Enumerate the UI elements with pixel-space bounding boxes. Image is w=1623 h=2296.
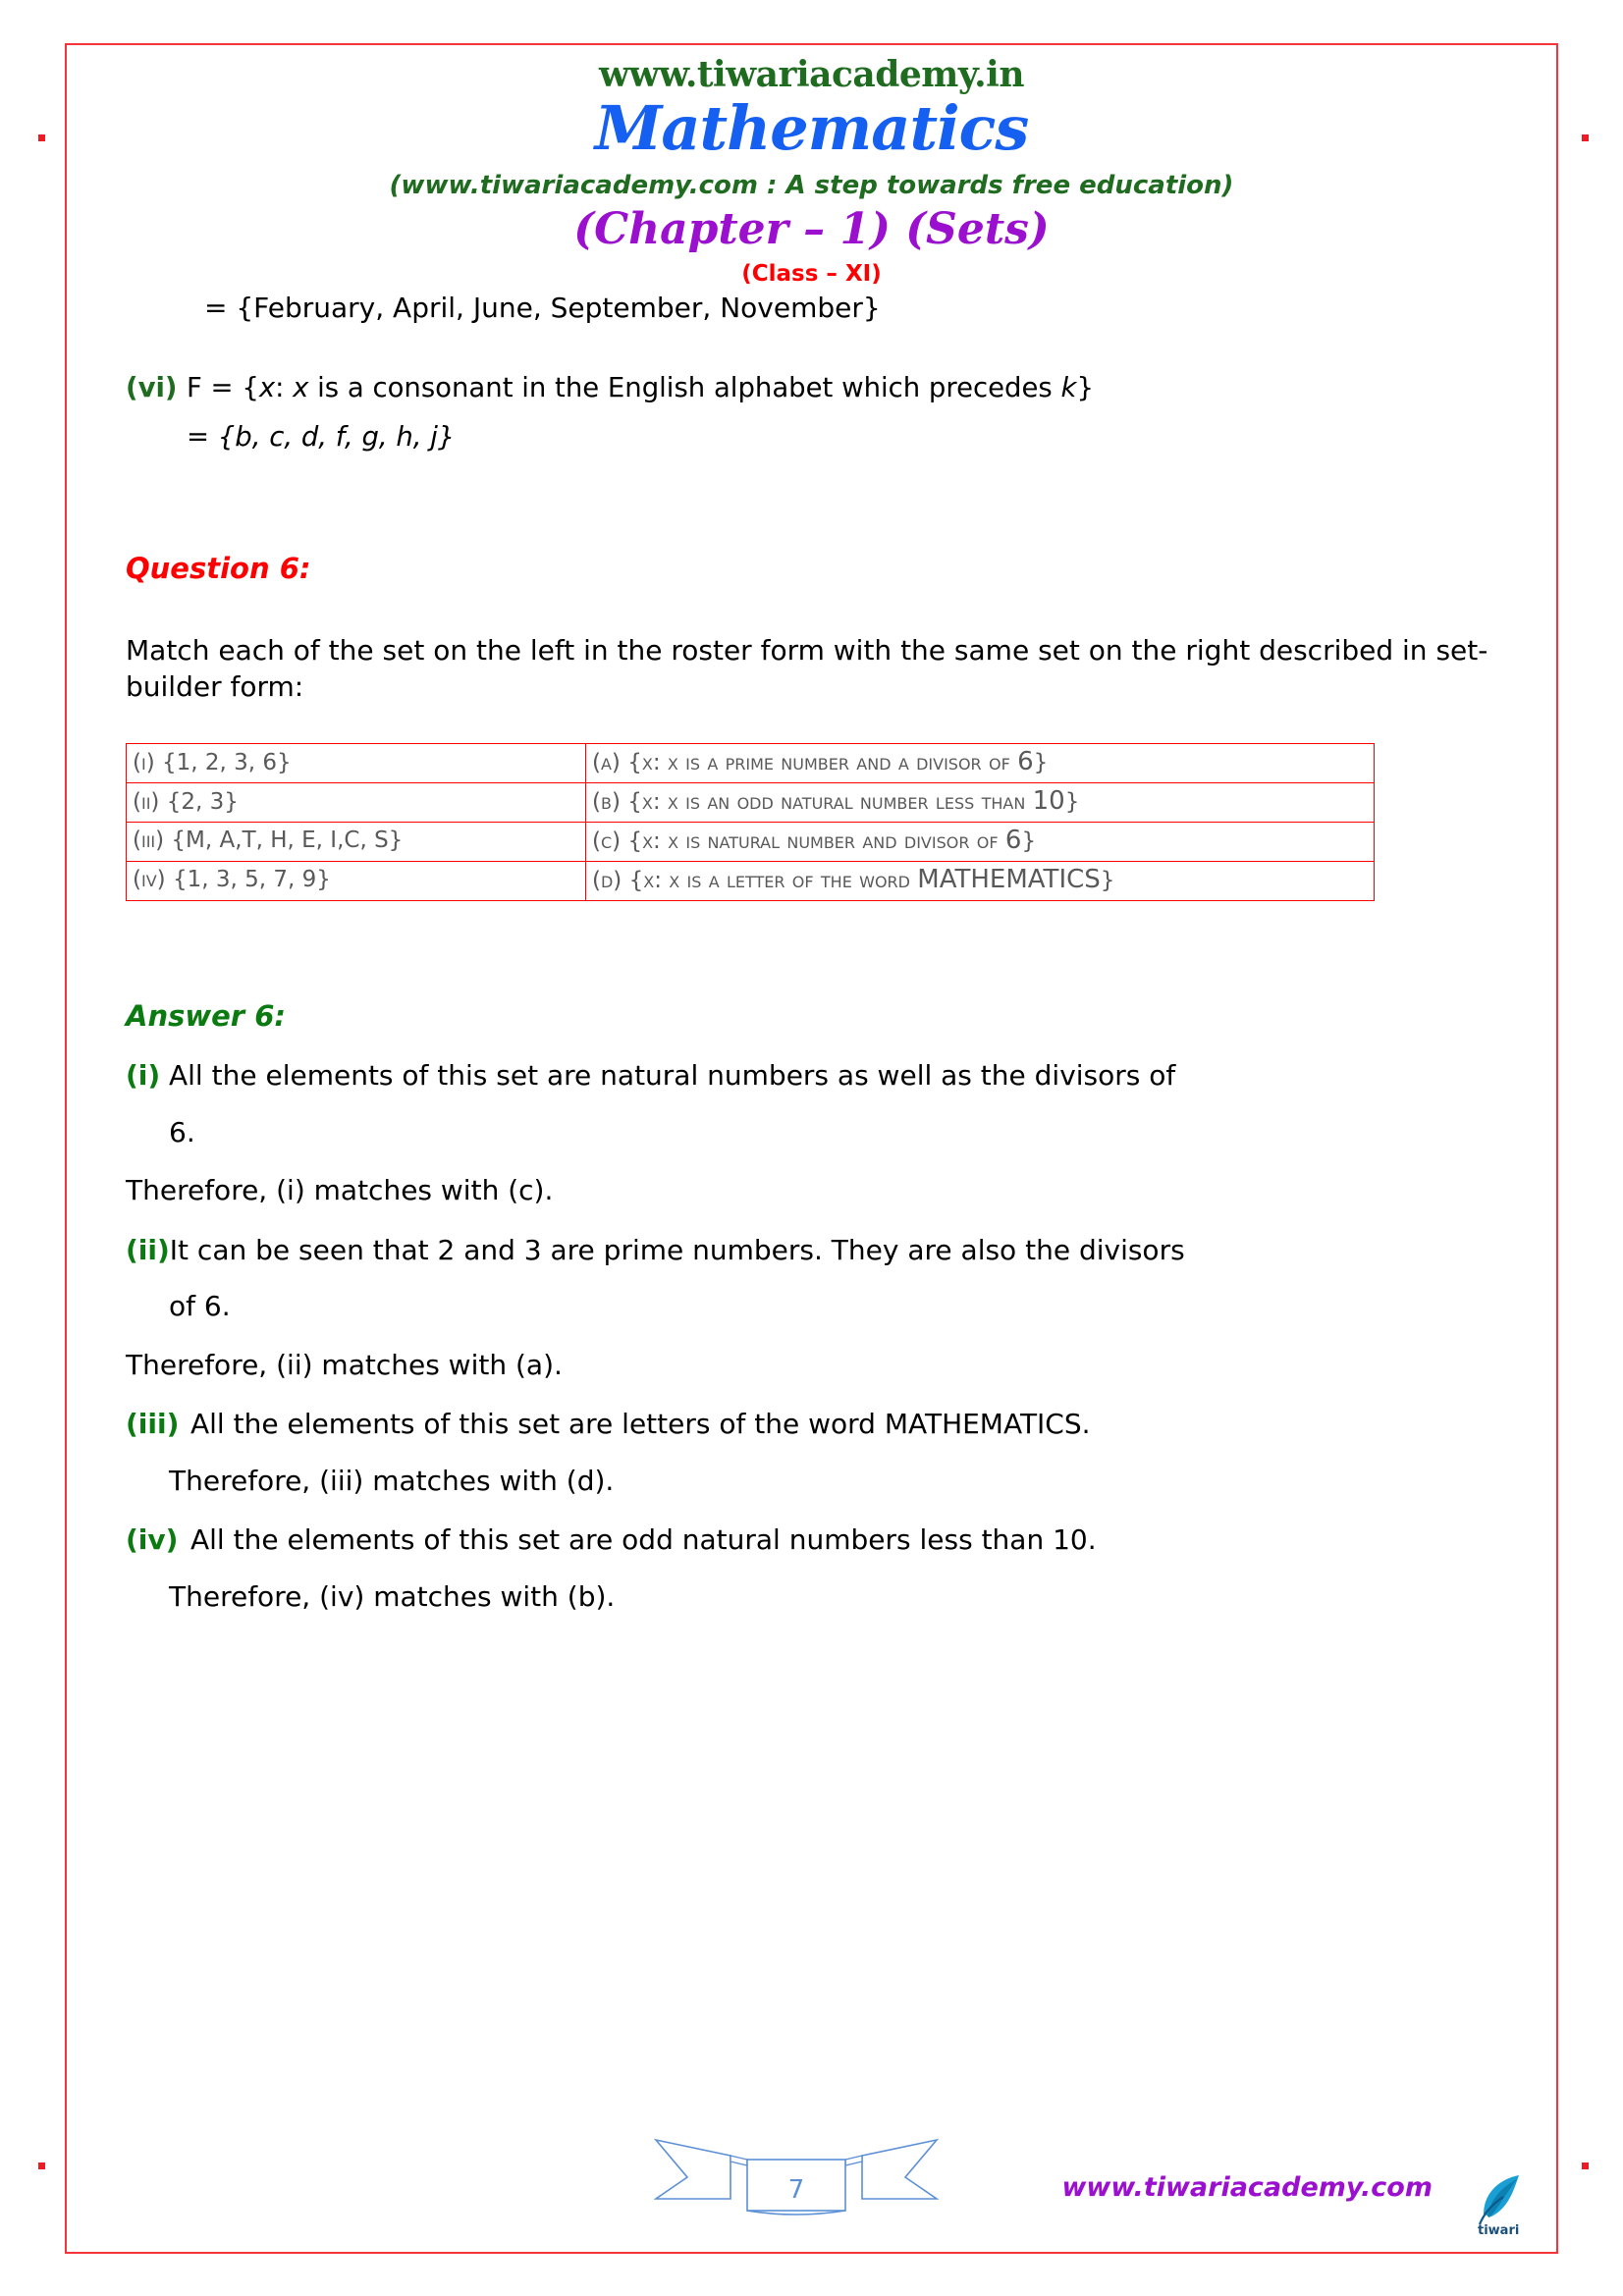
roster-set: {M, A,T, H, E, I,C, S} [171,828,404,854]
answer-item-i-text: All the elements of this set are natural numbers as well as the divisors of [169,1059,1176,1093]
vi-text-after: is a consonant in the English alphabet which precedes [308,371,1061,403]
page-number: 7 [787,2175,805,2205]
registration-mark-top-right [1582,134,1589,141]
table-cell-right [586,861,1375,900]
vi-text-before: F = { [187,371,259,403]
builder-close: } [1033,749,1049,775]
answer-item-iv-label: (iv) [126,1523,179,1557]
builder-text: {x: x is natural number and divisor of [627,828,1005,854]
answer-item-ii [126,1233,1511,1268]
answer-item-i-continuation: 6. [169,1115,195,1148]
builder-close: } [1064,788,1080,815]
roster-set: {2, 3} [166,788,239,815]
registration-mark-top-left [38,134,45,141]
answer-item-ii-continuation: of 6. [169,1290,231,1323]
answer-heading: Answer 6: [126,998,286,1033]
table-cell-left [127,861,586,900]
table-cell-left [127,822,586,861]
option-letter: (c) [592,828,622,854]
vi-var-x1: x [258,371,276,403]
page-header [65,54,1558,287]
list-item-vi-label: (vi) [126,371,178,403]
header-class-label: (Class – XI) [741,261,882,287]
logo-wordmark: tiwari [1478,2223,1520,2238]
header-tagline: (www.tiwariacademy.com : A step towards free education) [389,171,1234,200]
builder-close: } [1100,867,1115,893]
builder-value: MATHEMATICS [917,864,1101,894]
table-cell-right [586,782,1375,822]
table-row [127,743,1375,782]
builder-value: 6 [1017,746,1034,776]
builder-text: {x: x is an odd natural number less than [627,788,1033,815]
list-item-vi-text [187,370,1511,406]
continued-roster-line: = {February, April, June, September, November} [204,292,881,324]
list-item-vi [126,370,1511,406]
match-table [126,743,1375,901]
question-heading: Question 6: [126,552,311,586]
answer-item-iii-label: (iii) [126,1408,180,1441]
table-row [127,782,1375,822]
registration-mark-bottom-right [1582,2163,1589,2169]
roman-numeral: (iii) [133,828,165,854]
option-letter: (a) [592,749,621,775]
roster-set: {1, 2, 3, 6} [161,749,292,775]
table-row [127,822,1375,861]
table-cell-left [127,782,586,822]
header-subject-title: Mathematics [594,92,1029,164]
answer-item-iv-therefore: Therefore, (iv) matches with (b). [169,1579,616,1613]
table-row [127,861,1375,900]
vi-var-x2: x [293,371,309,403]
roman-numeral: (i) [133,749,155,775]
match-table-body [127,743,1375,900]
vi-var-k: k [1060,371,1077,403]
answer-item-iii-therefore: Therefore, (iii) matches with (d). [169,1464,615,1497]
page-content [65,43,1558,2254]
answer-item-iii [126,1407,1511,1442]
header-chapter-title: (Chapter – 1) (Sets) [573,204,1050,254]
footer-site-url: www.tiwariacademy.com [1061,2172,1433,2203]
vi-text-close: } [1076,371,1094,403]
roman-numeral: (iv) [133,867,166,893]
table-cell-right [586,743,1375,782]
answer-item-ii-therefore: Therefore, (ii) matches with (a). [126,1348,563,1381]
list-item-vi-roster: = {b, c, d, f, g, h, j} [187,421,456,454]
table-cell-left [127,743,586,782]
registration-mark-bottom-left [38,2163,45,2169]
body-area [65,290,1558,1615]
builder-text: {x: x is a prime number and a divisor of [627,749,1018,775]
table-cell-right [586,822,1375,861]
question-text: Match each of the set on the left in the roster form with the same set on the right described in set-builder form: [126,634,1488,704]
answer-item-i-label: (i) [126,1059,161,1093]
option-letter: (d) [592,867,622,893]
roman-numeral: (ii) [133,788,160,815]
answer-item-iv [126,1522,1511,1558]
answer-item-i [126,1058,1511,1094]
answer-item-iii-text: All the elements of this set are letters of the word MATHEMATICS. [190,1408,1091,1441]
answer-item-iv-text: All the elements of this set are odd natural numbers less than 10. [190,1523,1097,1557]
builder-close: } [1021,828,1037,854]
vi-text-mid: : [275,371,294,403]
answer-item-i-therefore: Therefore, (i) matches with (c). [126,1174,554,1207]
page-footer [65,2077,1558,2254]
builder-value: 10 [1032,785,1065,816]
answer-item-ii-label: (ii) [126,1233,170,1266]
tiwari-feather-logo-icon [1470,2171,1531,2238]
builder-value: 6 [1004,825,1022,855]
option-letter: (b) [592,788,621,815]
builder-text: {x: x is a letter of the word [628,867,918,893]
roster-set: {1, 3, 5, 7, 9} [172,867,331,893]
answer-item-ii-text: It can be seen that 2 and 3 are prime numbers. They are also the divisors [169,1233,1185,1266]
header-site-url: www.tiwariacademy.in [598,54,1025,95]
